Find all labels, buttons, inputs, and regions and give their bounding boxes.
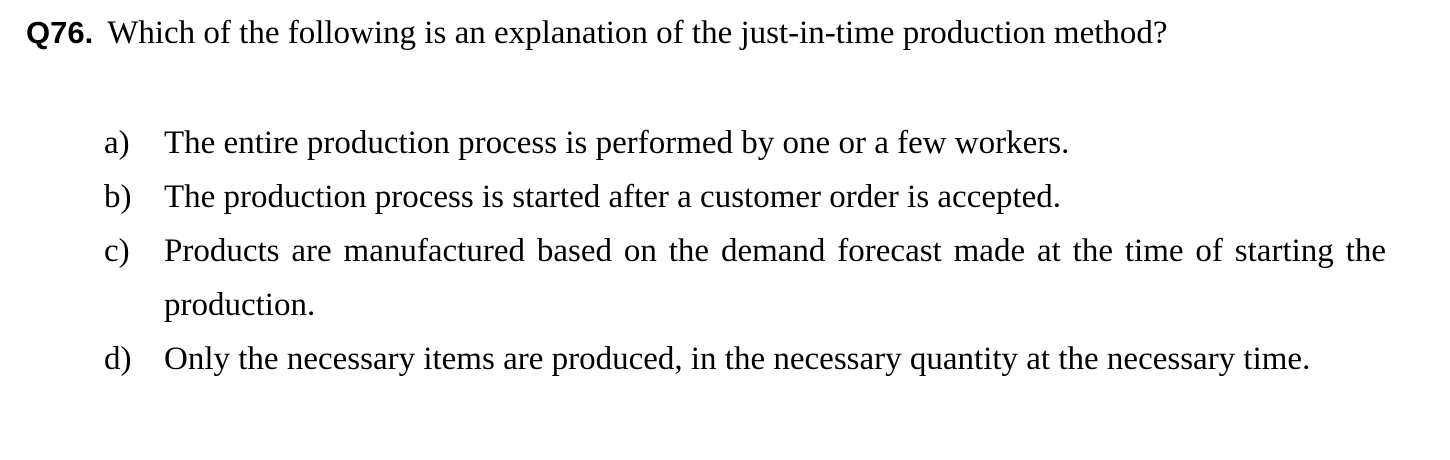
choice-text: Only the necessary items are produced, in the necessary quantity at the necessary time.: [164, 341, 1311, 377]
answer-choice-d: [104, 332, 1386, 386]
answer-choice-b: [104, 170, 1386, 224]
answer-choice-a: [104, 116, 1386, 170]
question-number: Q76.: [26, 15, 94, 50]
question-header: [26, 10, 1426, 62]
answer-choice-c: [104, 224, 1386, 332]
choice-text: Products are manufactured based on the demand forecast made at the time of starting the production.: [164, 233, 1386, 323]
choice-text: The production process is started after a customer order is accepted.: [164, 179, 1062, 215]
choice-letter: a): [104, 125, 130, 161]
choice-text: The entire production process is performed by one or a few workers.: [164, 125, 1070, 161]
answer-choices-list: [104, 116, 1386, 386]
choice-letter: d): [104, 341, 132, 377]
choice-letter: c): [104, 233, 130, 269]
choice-letter: b): [104, 179, 132, 215]
question-text: Which of the following is an explanation of the just-in-time production method?: [107, 15, 1168, 51]
